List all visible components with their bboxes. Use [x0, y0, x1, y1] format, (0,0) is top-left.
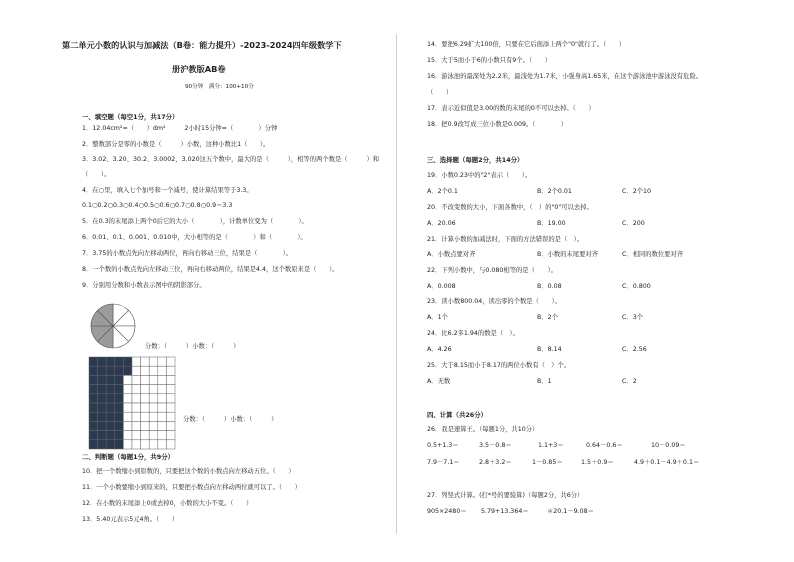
grid-cell	[98, 431, 107, 440]
grid-cell	[89, 375, 98, 384]
grid-cell	[115, 394, 124, 403]
question-4: 4．在○里，填入七个加号和一个减号，使计算结果等于3.3。	[82, 187, 253, 194]
grid-cell	[166, 431, 175, 440]
question-5: 5．在0.3的末尾添上两个0后它的大小（ ），计数单位变为（ ）。	[82, 218, 308, 225]
grid-cell	[89, 366, 98, 375]
column-divider	[396, 34, 397, 534]
option-a: A．无数	[427, 378, 451, 385]
option-c: C．相同的数位要对齐	[622, 251, 684, 258]
grid-cell	[149, 375, 158, 384]
option-a: A．20.06	[427, 220, 456, 227]
option-c: C．200	[622, 220, 645, 227]
grid-cell	[132, 431, 141, 440]
question-24: 24．比6.2多1.94的数是（ ）。	[427, 330, 519, 337]
grid-cell	[158, 366, 167, 375]
question-22: 22．下列小数中，与0.080相等的是（ ）。	[427, 267, 557, 274]
calc-item: 0.64－0.6＝	[586, 442, 623, 449]
grid-cell	[115, 412, 124, 421]
grid-cell	[89, 412, 98, 421]
grid-cell	[149, 357, 158, 366]
grid-cell	[106, 421, 115, 430]
grid-cell	[141, 412, 150, 421]
question-14: 14．要把6.29扩大100倍，只要在它后面添上两个"0"就行了。（ ）	[427, 41, 626, 48]
grid-cell	[132, 366, 141, 375]
grid-cell	[106, 440, 115, 449]
grid-cell	[115, 440, 124, 449]
grid-cell	[166, 440, 175, 449]
question-16: 16．游泳池的最深处为2.2米，最浅处为1.7米，小强身高1.65米，在这个游泳池中游泳没有危险。	[427, 73, 703, 80]
question-27: 27．列竖式计算。(打*号的要验算)（每题2分，共6分）	[427, 492, 584, 499]
question-25: 25．大于8.15而小于8.17的两位小数有（ ）个。	[427, 362, 571, 369]
grid-cell	[141, 357, 150, 366]
calc-item: 4.9＋0.1－4.9＋0.1＝	[634, 459, 700, 466]
question-19: 19．小数0.23中的"2"表示（ ）。	[427, 172, 532, 179]
grid-cell	[89, 403, 98, 412]
calc-item: 0.5+1.3＝	[427, 442, 459, 449]
grid-cell	[98, 421, 107, 430]
grid-cell	[115, 421, 124, 430]
grid-cell	[106, 412, 115, 421]
grid-cell	[106, 375, 115, 384]
grid-cell	[123, 385, 132, 394]
grid-cell	[166, 366, 175, 375]
question-2: 2．整数部分是零的小数是（ ）小数，这种小数比1（ ）。	[82, 141, 270, 148]
grid-cell	[123, 394, 132, 403]
option-a: A．4.26	[427, 346, 452, 353]
grid-cell	[158, 403, 167, 412]
grid-cell	[132, 357, 141, 366]
question-9: 9．分别用分数和小数表示图中的阴影部分。	[82, 282, 206, 289]
question-21: 21．计算小数的加减法时，下面的方法错误的是（ ）。	[427, 236, 583, 243]
pie-slices	[91, 304, 135, 348]
option-b: B．小数的末尾要对齐	[537, 251, 598, 258]
grid-cell	[98, 394, 107, 403]
grid-cell	[149, 385, 158, 394]
grid-cell	[106, 431, 115, 440]
question-11: 11．一个小数要缩小到原来的，只要把小数点向左移动两位就可以了。（ ）	[82, 484, 301, 491]
question-7: 7．3.75的小数点先向左移动两位，再向右移动三位，结果是（ ）。	[82, 250, 293, 257]
grid-cell	[149, 431, 158, 440]
option-c: C．2	[622, 378, 637, 385]
grid-cell	[166, 375, 175, 384]
question-6: 6．0.01、0.1、0.001、0.010中，大小相等的是（ ）和（ ）。	[82, 234, 307, 241]
page-title-line1: 第二单元小数的认识与加减法（B卷：能力提升）-2023-2024四年级数学下	[62, 40, 342, 50]
grid-cell	[123, 412, 132, 421]
option-c: C．0.800	[622, 283, 651, 290]
option-b: B．1	[537, 378, 552, 385]
grid-cell	[123, 366, 132, 375]
section-judge-heading: 二、判断题（每题1分，共9分）	[82, 453, 174, 461]
grid-cell	[106, 366, 115, 375]
question-15: 15．大于5而小于6的小数只有9个。（ ）	[427, 57, 551, 64]
grid-cell	[132, 421, 141, 430]
question-23: 23．读小数800.04，读出零的个数是（ ）。	[427, 298, 561, 305]
grid-cell	[123, 421, 132, 430]
grid-cell	[132, 412, 141, 421]
grid-cell	[106, 394, 115, 403]
grid-cell	[89, 394, 98, 403]
grid-cell	[123, 440, 132, 449]
grid-cell	[98, 357, 107, 366]
grid-cell	[98, 366, 107, 375]
grid-cell	[158, 394, 167, 403]
grid-cell	[141, 385, 150, 394]
calc-item: 1.5＋0.9＝	[581, 459, 614, 466]
option-c: C．2个10	[622, 188, 652, 195]
grid-cell	[149, 412, 158, 421]
calc-item: 7.9－7.1＝	[427, 459, 460, 466]
pie-answer-label: 分数：（ ）小数：（ ）	[145, 343, 240, 350]
grid-cell	[166, 403, 175, 412]
pie-figure	[89, 302, 137, 350]
grid-cell	[123, 431, 132, 440]
grid-cell	[166, 385, 175, 394]
option-a: A．0.008	[427, 283, 456, 290]
grid-cell	[141, 394, 150, 403]
grid-cells	[89, 357, 175, 449]
grid-cell	[123, 357, 132, 366]
grid-cell	[158, 375, 167, 384]
question-18: 18．把0.9改写成三位小数是0.009。（ ）	[427, 121, 567, 128]
question-13: 13．5.40元表示5元4角。（ ）	[82, 516, 179, 523]
question-3: 3．3.02、3.20、30.2、3.0002、3.020这五个数中，最大的是（ ），相等的两个数是（ ）和	[82, 156, 380, 163]
grid-cell	[115, 431, 124, 440]
grid-answer-label: 分数：（ ）小数：（ ）	[183, 416, 278, 423]
calc-item: 1.1+3＝	[538, 442, 564, 449]
grid-cell	[115, 385, 124, 394]
grid-cell	[98, 385, 107, 394]
option-a: A．小数点要对齐	[427, 251, 476, 258]
grid-cell	[89, 421, 98, 430]
calc-item: 5.79+13.364＝	[481, 508, 529, 515]
grid-cell	[132, 385, 141, 394]
grid-cell	[89, 431, 98, 440]
option-c: C．3个	[622, 314, 643, 321]
grid-cell	[166, 394, 175, 403]
grid-cell	[115, 357, 124, 366]
section-choice-heading: 三、选择题（每题2分，共14分）	[427, 156, 524, 164]
page-title-line2: 册沪教版AB卷	[172, 64, 226, 74]
question-17: 17．表示近似值是3.00的数的末尾的0不可以去掉。（ ）	[427, 105, 595, 112]
grid-cell	[158, 412, 167, 421]
grid-cell	[98, 412, 107, 421]
question-4-expression: 0.1○0.2○0.3○0.4○0.5○0.6○0.7○0.8○0.9＝3.3	[82, 202, 233, 209]
grid-cell	[106, 385, 115, 394]
question-16-cont: （ ）	[427, 89, 453, 96]
option-a: A．1个	[427, 314, 448, 321]
option-c: C．2.56	[622, 346, 647, 353]
question-26: 26．我是速算王。（每题1分，共10分）	[427, 426, 539, 433]
grid-cell	[115, 366, 124, 375]
calc-item: 10－0.09＝	[651, 442, 686, 449]
grid-cell	[141, 440, 150, 449]
section-fill-heading: 一、填空题（每空1分，共17分）	[82, 113, 179, 121]
grid-cell	[132, 440, 141, 449]
grid-cell	[98, 403, 107, 412]
option-b: B．19.00	[537, 220, 566, 227]
grid-cell	[158, 440, 167, 449]
option-a: A．2个0.1	[427, 188, 458, 195]
grid-cell	[89, 357, 98, 366]
calc-item: ＊20.1－9.08＝	[547, 508, 594, 515]
grid-cell	[115, 403, 124, 412]
question-3-cont: （ ）。	[82, 171, 111, 178]
option-b: B．2个	[537, 314, 558, 321]
grid-cell	[141, 403, 150, 412]
grid-cell	[123, 375, 132, 384]
grid-cell	[89, 385, 98, 394]
grid-cell	[132, 394, 141, 403]
question-20: 20．不改变数的大小，下面各数中，（ ）的"0"可以去掉。	[427, 204, 593, 211]
option-b: B．0.08	[537, 283, 562, 290]
grid-cell	[89, 440, 98, 449]
calc-item: 2.8＋3.2＝	[479, 459, 512, 466]
grid-cell	[158, 421, 167, 430]
grid-cell	[158, 357, 167, 366]
grid-cell	[132, 375, 141, 384]
grid-cell	[149, 403, 158, 412]
grid-cell	[166, 412, 175, 421]
grid-cell	[166, 421, 175, 430]
grid-cell	[149, 440, 158, 449]
hundred-grid-figure	[88, 356, 178, 451]
grid-cell	[98, 375, 107, 384]
grid-cell	[106, 357, 115, 366]
option-b: B．8.14	[537, 346, 562, 353]
grid-cell	[141, 375, 150, 384]
exam-meta: 90分钟 满分：100+10分	[185, 84, 254, 90]
grid-cell	[149, 394, 158, 403]
question-8: 8．一个数的小数点先向左移动三位，再向右移动两位，结果是4.4，这个数原来是（ ）。	[82, 266, 339, 273]
grid-cell	[98, 440, 107, 449]
grid-cell	[158, 431, 167, 440]
grid-cell	[141, 431, 150, 440]
calc-item: 1－0.85＝	[532, 459, 563, 466]
grid-cell	[158, 385, 167, 394]
grid-cell	[149, 366, 158, 375]
section-calc-heading: 四、计算（共26分）	[427, 411, 488, 419]
grid-cell	[106, 403, 115, 412]
calc-item: 3.5－0.8＝	[479, 442, 512, 449]
grid-cell	[141, 421, 150, 430]
question-1: 1．12.04cm²=（ ）dm² 2小时15分钟=（ ）分钟	[82, 125, 278, 132]
grid-cell	[115, 375, 124, 384]
grid-cell	[132, 403, 141, 412]
calc-item: 905×2480＝	[427, 508, 467, 515]
grid-cell	[166, 357, 175, 366]
question-10: 10．把一个数缩小到原数的，只要把这个数的小数点向左移动五位。（ ）	[82, 468, 295, 475]
question-12: 12．在小数的末尾添上0或去掉0，小数的大小不变。（ ）	[82, 500, 253, 507]
grid-cell	[149, 421, 158, 430]
option-b: B．2个0.01	[537, 188, 572, 195]
grid-cell	[123, 403, 132, 412]
grid-cell	[141, 366, 150, 375]
